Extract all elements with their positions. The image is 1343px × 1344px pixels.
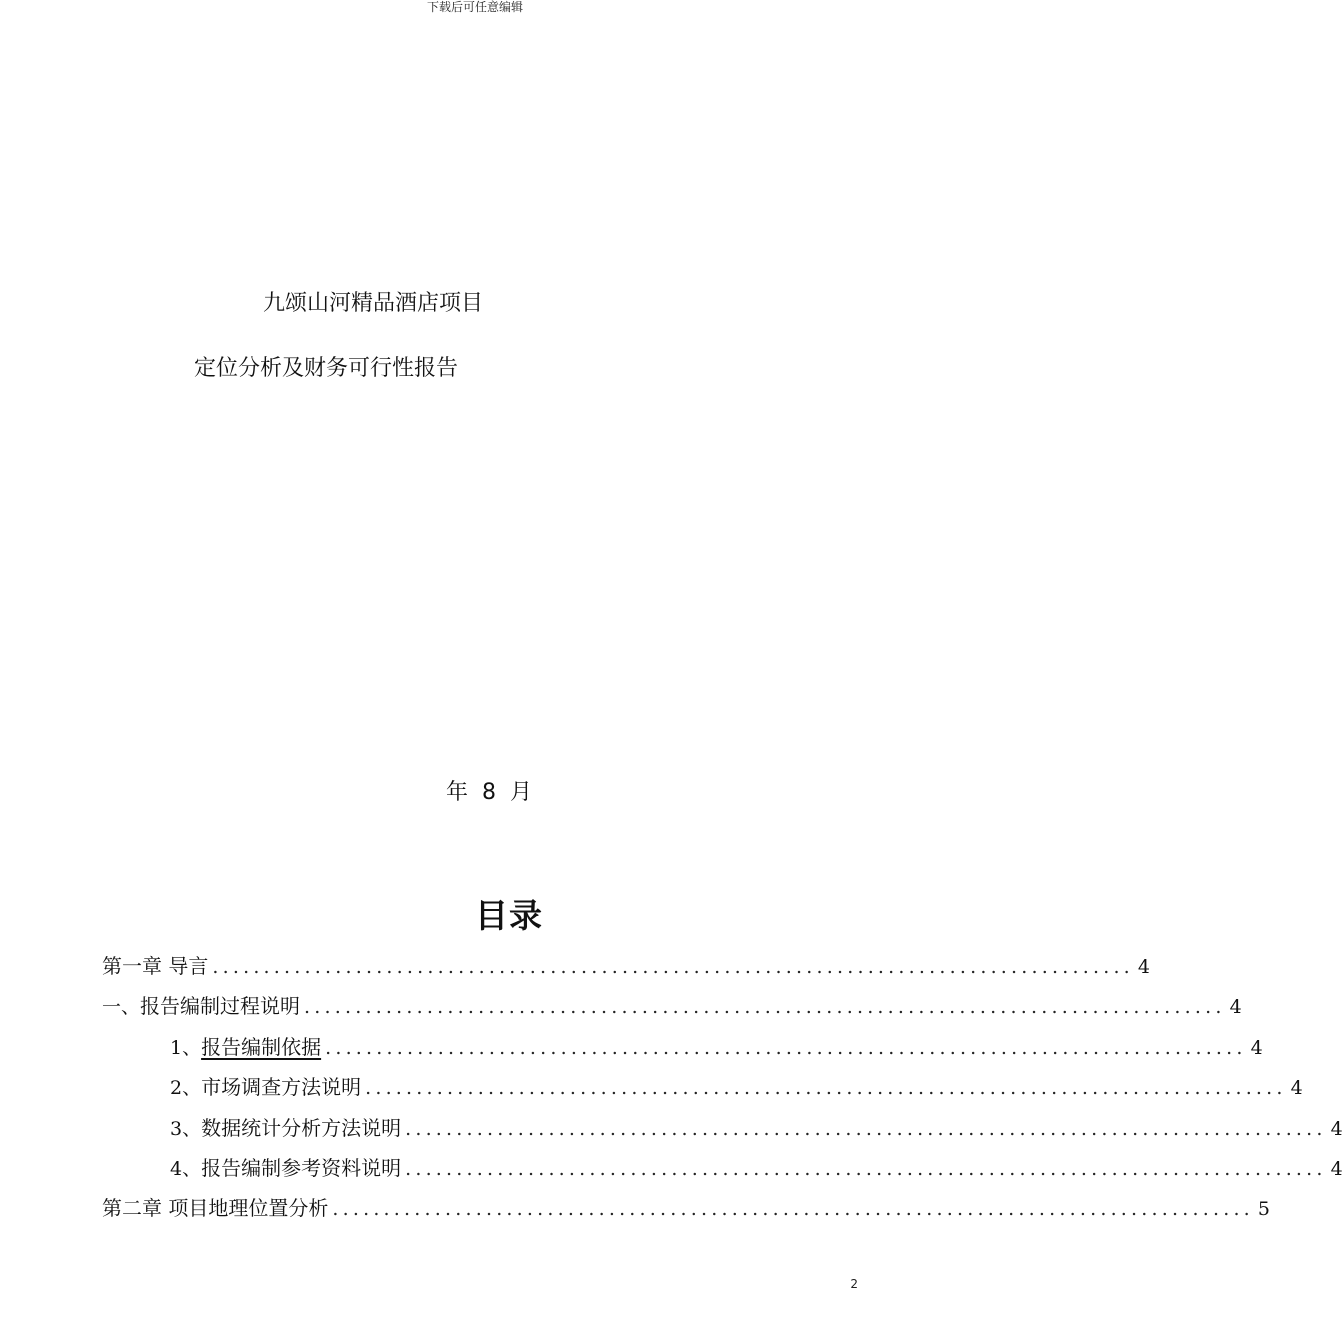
toc-dot-leader: .......................................................................................... — [365, 1077, 1287, 1100]
toc-entry-number: 2、 — [170, 1077, 202, 1100]
toc-entry-subsection-4[interactable] — [102, 1152, 1343, 1192]
toc-entry-page: 4 — [1137, 956, 1151, 978]
toc-dot-leader: .......................................................................................... — [304, 996, 1226, 1019]
toc-dot-leader: .......................................................................................... — [212, 956, 1134, 978]
toc-entry-label: 第一章 导言 — [102, 954, 209, 978]
toc-entry-number: 3、 — [170, 1117, 202, 1140]
toc-entry-chapter-1[interactable] — [102, 950, 1151, 990]
table-of-contents — [102, 950, 1343, 1233]
report-date — [446, 775, 532, 806]
toc-entry-label: 报告编制依据 — [201, 1034, 322, 1059]
toc-entry-page: 4 — [1330, 1117, 1343, 1140]
toc-entry-number: 一、 — [102, 996, 141, 1019]
toc-dot-leader: .......................................................................................... — [405, 1157, 1327, 1180]
toc-entry-subsection-1[interactable] — [102, 1031, 1263, 1071]
toc-heading: 目录 — [475, 896, 543, 935]
toc-entry-subsection-2[interactable] — [102, 1071, 1303, 1111]
toc-entry-number: 4、 — [170, 1157, 202, 1180]
date-month-label: 月 — [510, 780, 533, 805]
page-number: 2 — [850, 1277, 858, 1291]
date-month-value: 8 — [482, 780, 497, 805]
toc-entry-section-1[interactable] — [102, 990, 1242, 1030]
toc-entry-label: 报告编制过程说明 — [140, 994, 301, 1019]
project-title: 九颂山河精品酒店项目 — [263, 291, 484, 316]
toc-entry-label: 报告编制参考资料说明 — [201, 1155, 402, 1180]
page-header: 下载后可任意编辑 — [426, 0, 523, 14]
report-subtitle: 定位分析及财务可行性报告 — [194, 356, 459, 381]
date-year-label: 年 — [446, 780, 469, 805]
toc-entry-subsection-3[interactable] — [102, 1112, 1343, 1152]
toc-entry-label: 第二章 项目地理位置分析 — [102, 1196, 329, 1221]
toc-entry-page: 4 — [1330, 1157, 1343, 1180]
toc-entry-chapter-2[interactable] — [102, 1192, 1271, 1232]
toc-entry-page: 4 — [1250, 1036, 1263, 1059]
toc-entry-number: 1、 — [170, 1036, 202, 1059]
toc-dot-leader: .......................................................................................... — [332, 1198, 1254, 1221]
toc-dot-leader: .......................................................................................... — [325, 1036, 1247, 1059]
toc-entry-page: 4 — [1229, 996, 1242, 1019]
toc-entry-label: 市场调查方法说明 — [201, 1075, 362, 1100]
toc-dot-leader: .......................................................................................... — [405, 1117, 1327, 1140]
toc-entry-page: 5 — [1257, 1198, 1271, 1221]
toc-entry-label: 数据统计分析方法说明 — [201, 1115, 402, 1140]
toc-entry-page: 4 — [1290, 1077, 1303, 1100]
